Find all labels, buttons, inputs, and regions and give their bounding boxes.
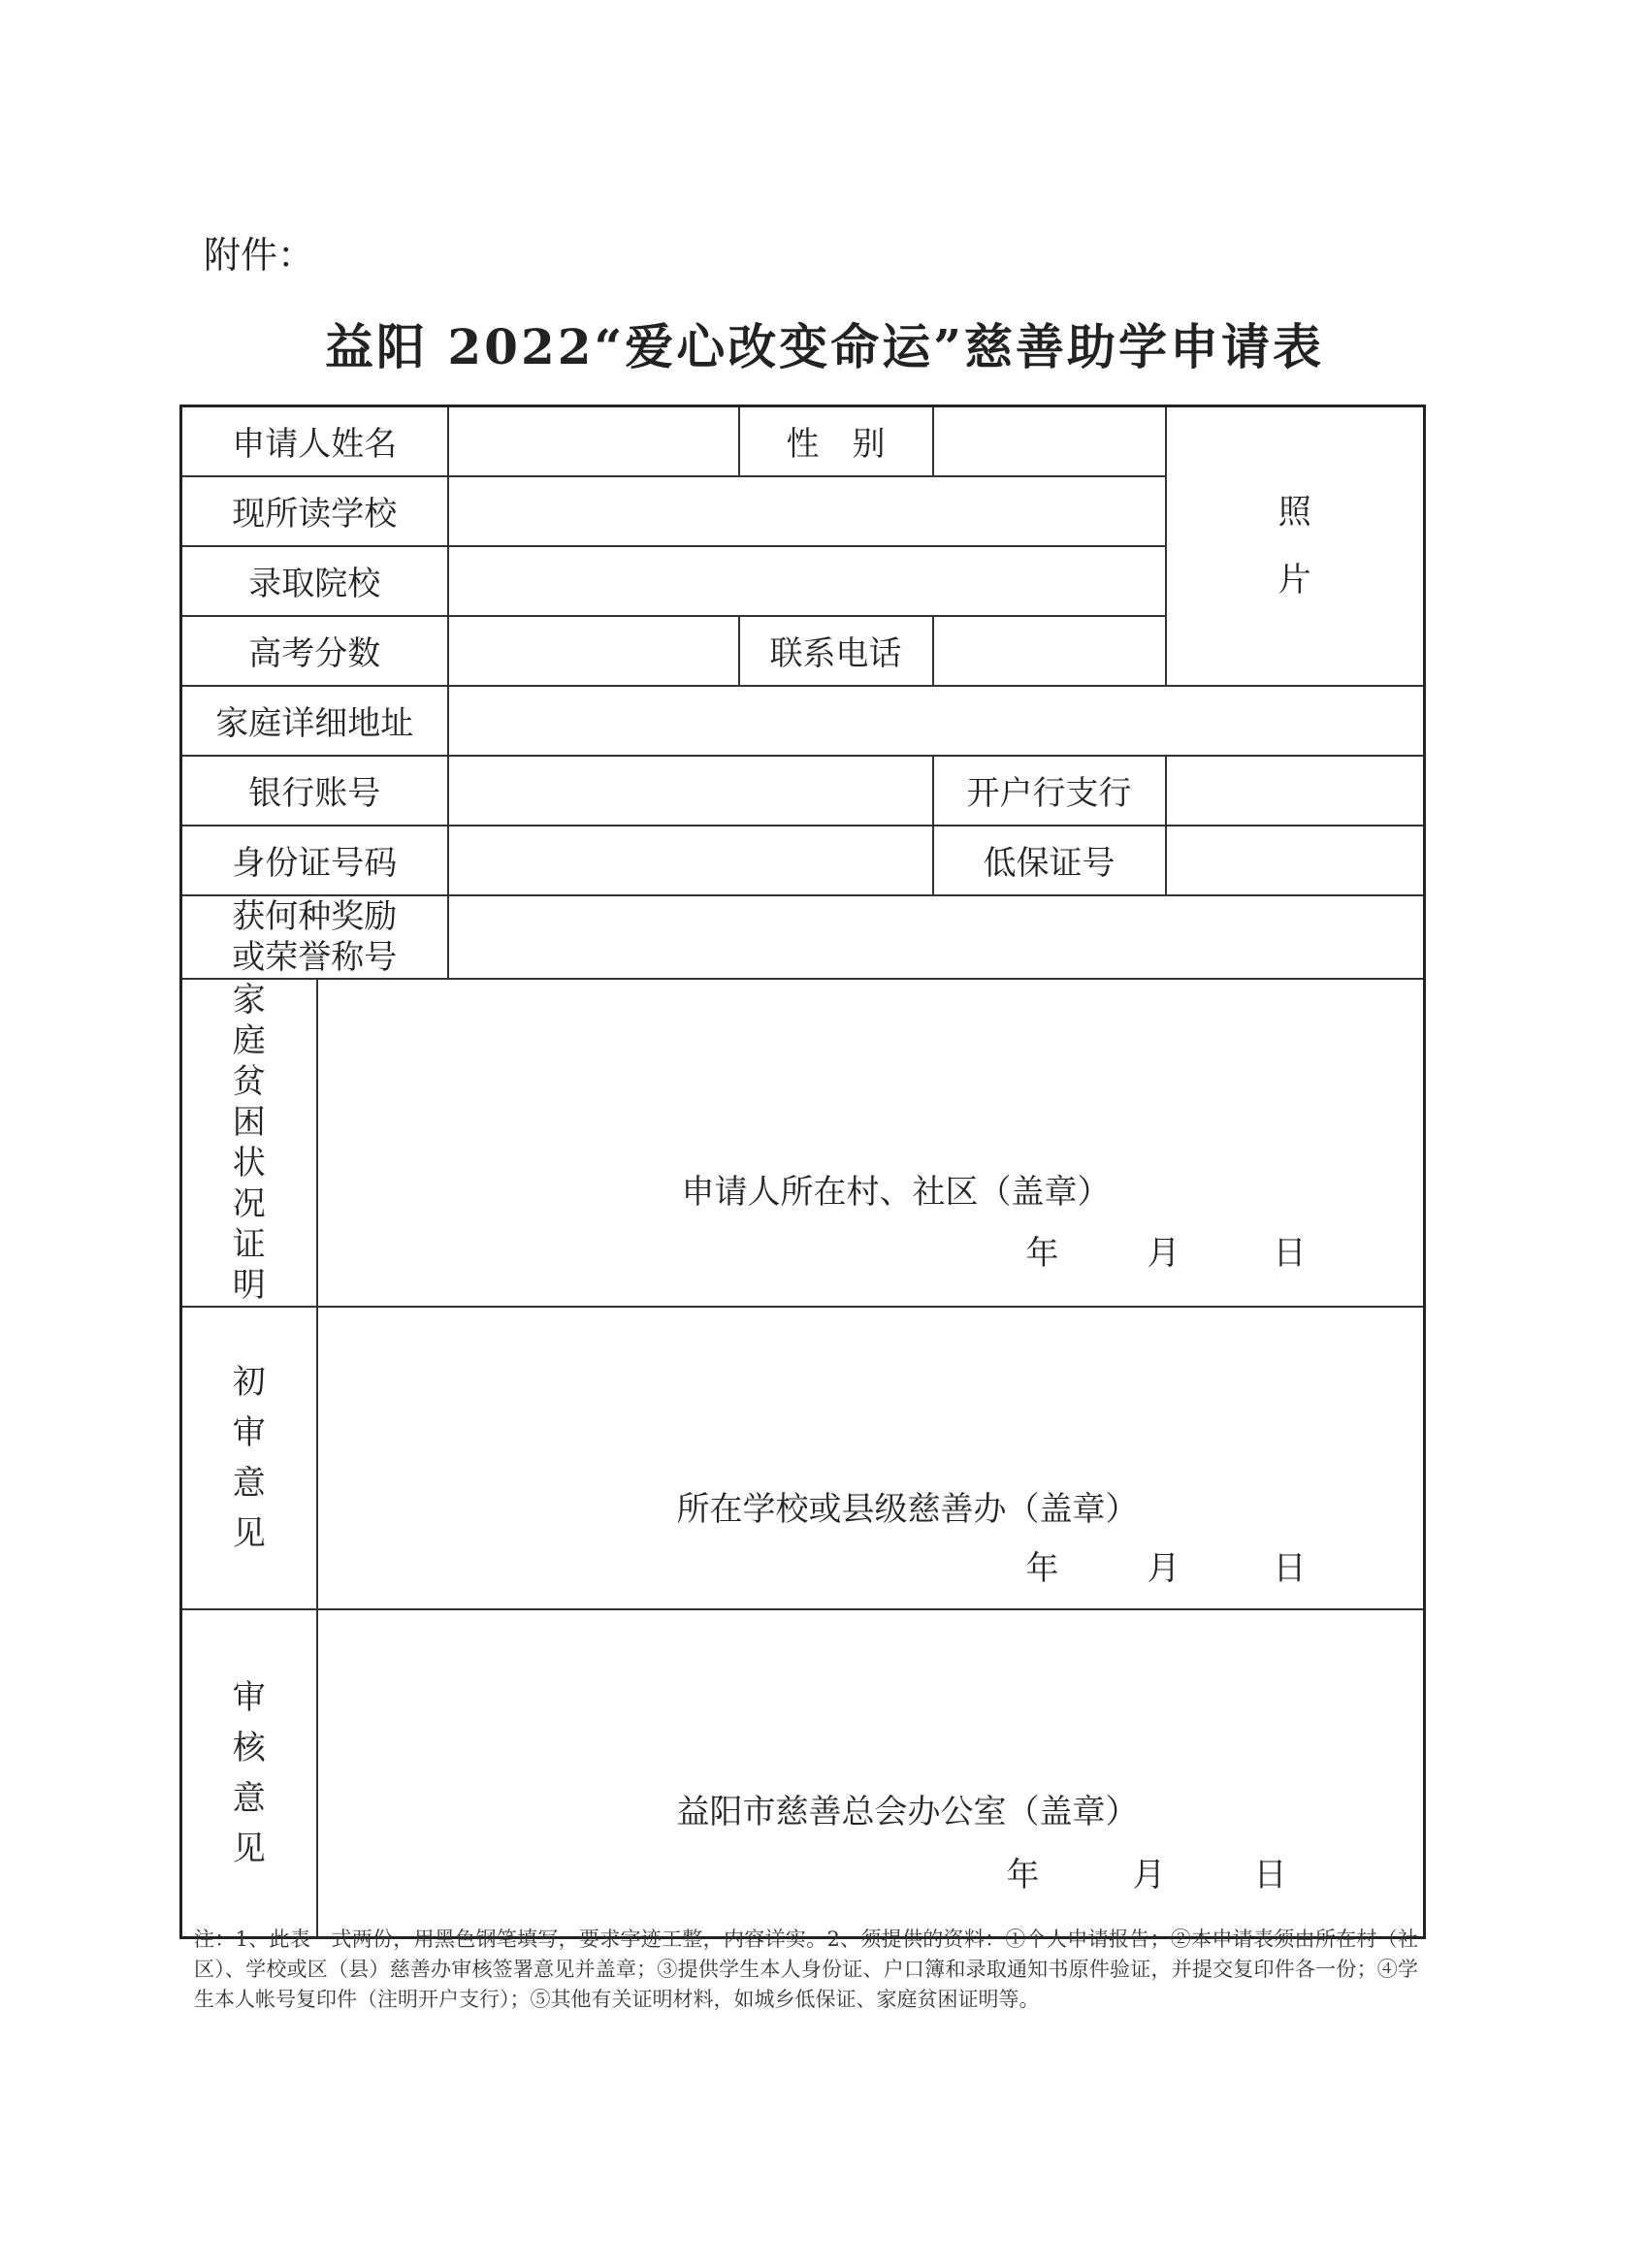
initial-review-label	[181, 1307, 317, 1609]
initial-review-seal-text: 所在学校或县级慈善办（盖章）	[676, 1489, 1139, 1529]
initial-review-year: 年	[1025, 1548, 1059, 1588]
page-title: 益阳 2022“爱心改变命运”慈善助学申请表	[324, 318, 1325, 375]
name-field[interactable]	[448, 406, 739, 476]
notes-text: 注：1、此表一式两份，用黑色钢笔填写，要求字迹工整，内容详实。2、须提供的资料：①个人申请报告；②本申请表须由所在村（社区）、学校或区（县）慈善办审核签署意见并盖章；③提供学生本人身份证、户口簿和录取通知书原件验证，并提交复印件各一份；④学生本人帐号复印件（注明开户支行）；⑤其他有关证明材料，如城乡低保证、家庭贫困证明等。	[194, 1928, 1418, 2011]
address-label: 家庭详细地址	[181, 686, 448, 756]
current-school-field[interactable]	[448, 476, 1166, 546]
exam-score-field[interactable]	[448, 616, 739, 686]
final-review-month: 月	[1132, 1855, 1166, 1895]
bank-account-label: 银行账号	[181, 756, 448, 826]
id-number-label: 身份证号码	[181, 826, 448, 895]
photo-label: 照片	[1277, 492, 1311, 599]
awards-label-line2: 或荣誉称号	[232, 937, 398, 977]
final-review-year: 年	[1006, 1855, 1040, 1895]
poverty-month: 月	[1147, 1233, 1180, 1273]
initial-review-area[interactable]	[317, 1307, 1425, 1609]
photo-box[interactable]	[1166, 406, 1425, 686]
gender-label: 性 别	[739, 406, 933, 476]
gender-field[interactable]	[933, 406, 1166, 476]
awards-label	[181, 895, 448, 979]
address-field[interactable]	[448, 686, 1425, 756]
current-school-label: 现所读学校	[181, 476, 448, 546]
bank-branch-label: 开户行支行	[933, 756, 1166, 826]
attachment-label: 附件：	[204, 234, 315, 276]
initial-review-day: 日	[1273, 1548, 1307, 1588]
initial-review-label-text: 初审意见	[232, 1362, 266, 1553]
id-number-field[interactable]	[448, 826, 933, 895]
awards-label-line1: 获何种奖励	[232, 896, 398, 936]
final-review-label	[181, 1609, 317, 1938]
bank-branch-field[interactable]	[1166, 756, 1425, 826]
awards-field[interactable]	[448, 895, 1425, 979]
exam-score-label: 高考分数	[181, 616, 448, 686]
subsidy-number-label: 低保证号	[933, 826, 1166, 895]
admitted-school-field[interactable]	[448, 546, 1166, 616]
poverty-seal-text: 申请人所在村、社区（盖章）	[681, 1172, 1111, 1212]
name-label: 申请人姓名	[181, 406, 448, 476]
poverty-proof-label-text: 家庭贫困状况证明	[232, 980, 266, 1305]
poverty-proof-area[interactable]	[317, 979, 1425, 1307]
bank-account-field[interactable]	[448, 756, 933, 826]
poverty-day: 日	[1273, 1233, 1307, 1273]
final-review-label-text: 审核意见	[232, 1677, 266, 1868]
final-review-seal-text: 益阳市慈善总会办公室（盖章）	[676, 1792, 1139, 1831]
poverty-year: 年	[1025, 1233, 1059, 1273]
final-review-day: 日	[1253, 1855, 1287, 1895]
final-review-area[interactable]	[317, 1609, 1425, 1938]
phone-label: 联系电话	[739, 616, 933, 686]
initial-review-month: 月	[1147, 1548, 1180, 1588]
application-form	[179, 405, 1426, 1939]
phone-field[interactable]	[933, 616, 1166, 686]
poverty-proof-label	[181, 979, 317, 1307]
subsidy-number-field[interactable]	[1166, 826, 1425, 895]
admitted-school-label: 录取院校	[181, 546, 448, 616]
